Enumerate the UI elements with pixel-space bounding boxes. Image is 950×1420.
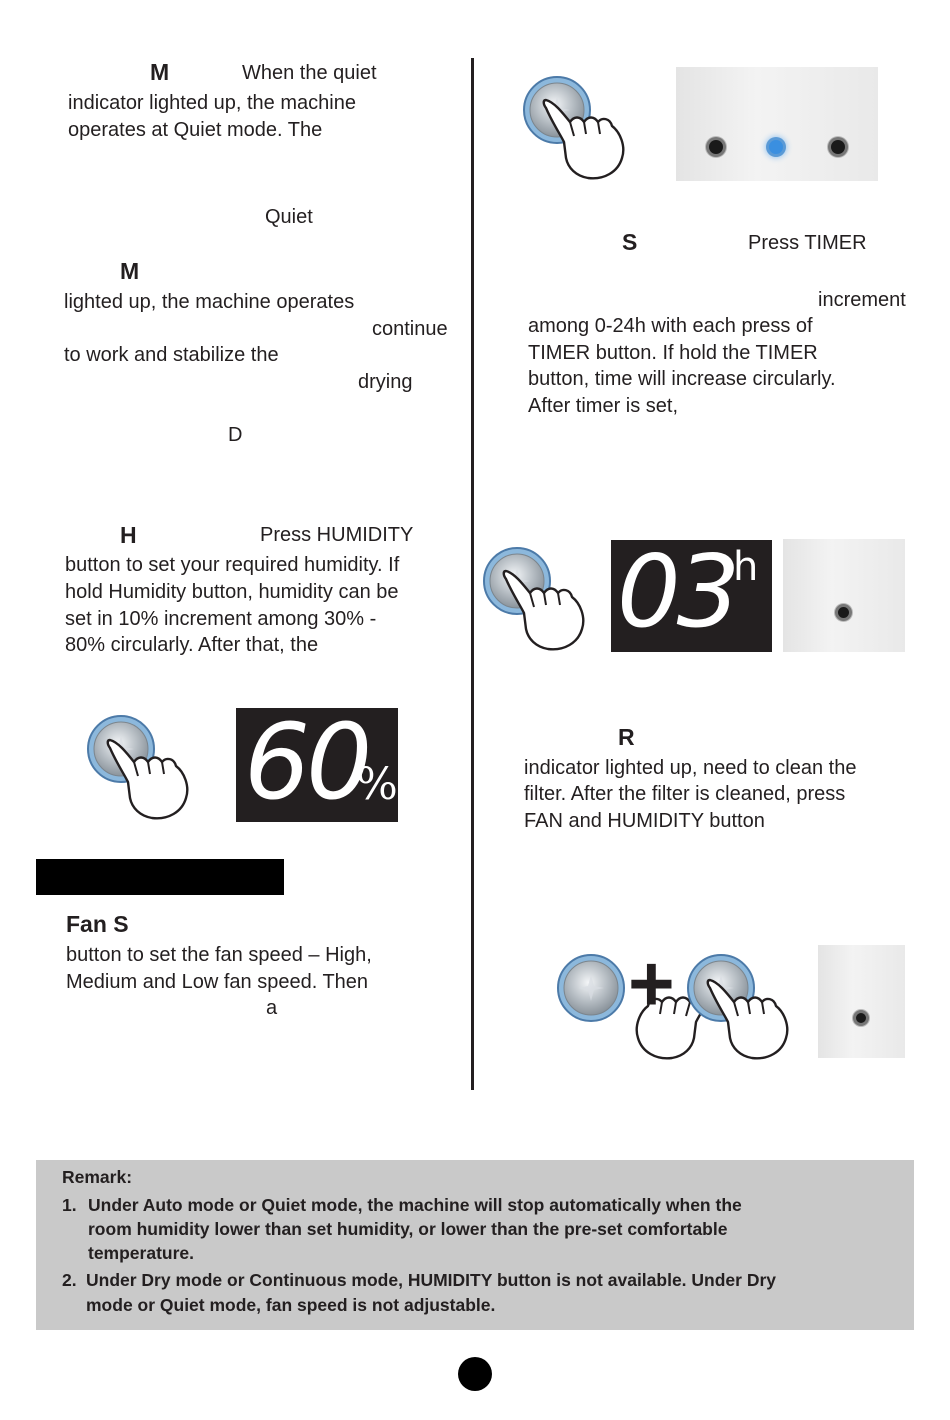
remark-item-line: temperature.	[88, 1243, 195, 1263]
remark-item-number: 1.	[62, 1195, 77, 1215]
timer-line: TIMER button. If hold the TIMER	[528, 342, 818, 364]
fan-speed-heading: Fan S	[66, 911, 129, 937]
dry-mode-d: D	[228, 424, 243, 446]
pointing-hand-icon	[500, 563, 610, 653]
quiet-mode-heading: M	[150, 59, 170, 85]
remark-item-line: Under Dry mode or Continuous mode, HUMIDITY button is not available. Under Dry	[86, 1270, 777, 1290]
humidity-line: hold Humidity button, humidity can be	[65, 581, 399, 603]
timer-heading: S	[622, 229, 638, 255]
section-title-bar	[36, 859, 284, 895]
timer-line: button, time will increase circularly.	[528, 368, 836, 390]
indicator-panel	[676, 67, 878, 181]
reset-line: indicator lighted up, need to clean the	[524, 757, 857, 779]
fan-speed-line: button to set the fan speed – High,	[66, 944, 372, 966]
pointing-hand-icon	[104, 732, 214, 822]
timer-increment: increment	[818, 289, 906, 311]
timer-display	[611, 533, 772, 652]
indicator-dot-icon	[831, 140, 845, 154]
quiet-word: Quiet	[265, 206, 313, 228]
reset-line: FAN and HUMIDITY button	[524, 810, 765, 832]
dry-mode-line: lighted up, the machine operates	[64, 291, 355, 313]
reset-indicator-panel	[818, 945, 905, 1058]
dry-mode-drying: drying	[358, 371, 413, 393]
remark-item-line: room humidity lower than set humidity, or lower than the pre-set comfortable	[88, 1219, 728, 1239]
pointing-hand-icon	[704, 972, 814, 1062]
dry-mode-continue: continue	[372, 318, 448, 340]
humidity-line: 80% circularly. After that, the	[65, 634, 319, 656]
quiet-mode-intro: When the quiet	[242, 62, 377, 84]
humidity-intro: Press HUMIDITY	[260, 524, 414, 546]
dry-mode-line: to work and stabilize the	[64, 344, 279, 366]
timer-indicator-panel	[783, 539, 905, 652]
dry-mode-heading: M	[120, 258, 140, 284]
remark-item-line: Under Auto mode or Quiet mode, the machine will stop automatically when the	[88, 1195, 742, 1215]
timer-display-unit: h	[733, 544, 759, 590]
indicator-dot-icon	[838, 607, 849, 618]
fan-speed-line: Medium and Low fan speed. Then	[66, 971, 369, 993]
reset-line: filter. After the filter is cleaned, press	[524, 783, 846, 805]
indicator-dot-icon	[709, 140, 723, 154]
timer-intro: Press TIMER	[748, 232, 867, 254]
pointing-hand-icon	[540, 92, 650, 182]
fan-speed-a: a	[266, 997, 278, 1019]
quiet-mode-line: operates at Quiet mode. The	[68, 119, 323, 141]
remark-title: Remark:	[62, 1167, 133, 1187]
reset-heading: R	[618, 724, 635, 750]
remark-item-line: mode or Quiet mode, fan speed is not adjustable.	[86, 1295, 496, 1315]
humidity-heading: H	[120, 522, 137, 548]
quiet-mode-line: indicator lighted up, the machine	[68, 92, 356, 114]
column-divider	[471, 58, 474, 1090]
timer-line: After timer is set,	[528, 395, 679, 417]
indicator-dot-icon	[769, 140, 783, 154]
timer-line: among 0-24h with each press of	[528, 315, 813, 337]
humidity-line: button to set your required humidity. If	[65, 554, 400, 576]
humidity-display-value: 60	[244, 701, 369, 823]
remark-item-number: 2.	[62, 1270, 77, 1290]
humidity-display-unit: %	[356, 759, 398, 810]
plus-sign: +	[628, 939, 675, 1028]
page-number-dot	[458, 1357, 492, 1391]
timer-display-value: 03	[617, 533, 737, 650]
humidity-line: set in 10% increment among 30% -	[65, 608, 377, 630]
remark-box	[36, 1160, 914, 1330]
humidity-display	[236, 701, 398, 823]
indicator-dot-icon	[856, 1013, 866, 1023]
